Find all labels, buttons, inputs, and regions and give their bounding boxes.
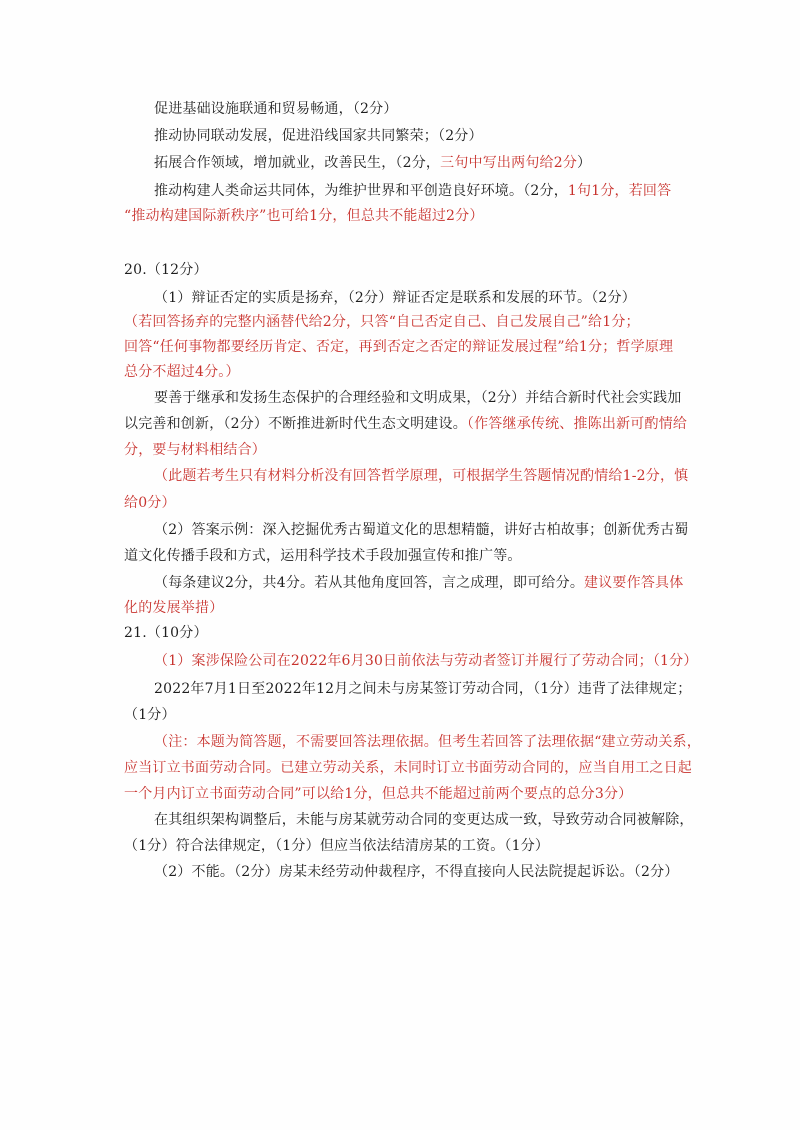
q20-note2-line2: 给0分）: [124, 495, 176, 511]
q20-part2-line1: （2）答案示例：深入挖掘优秀古蜀道文化的思想精髓，讲好古柏故事；创新优秀古蜀: [154, 522, 689, 538]
q21-note-line2: 应当订立书面劳动合同。已建立劳动关系，未同时订立书面劳动合同的，应当自用工之日起: [124, 760, 692, 776]
q21-note-line1: （注：本题为简答题，不需要回答法理依据。但考生若回答了法理依据“建立劳动关系，: [154, 734, 701, 750]
q19-point-3: 拓展合作领域，增加就业，改善民生，（2分，三句中写出两句给2分）: [154, 155, 592, 171]
q20-para-line2: 以完善和创新，（2分）不断推进新时代生态文明建设。（作答继承传统、推陈出新可酌情给: [124, 416, 688, 432]
q21-note-line3: 一个月内订立书面劳动合同”可以给1分，但总共不能超过前两个要点的总分3分）: [124, 786, 633, 802]
q20-note1-line2: 回答“任何事物都要经历肯定、否定，再到否定之否定的辩证发展过程”给1分；哲学原理: [124, 339, 674, 355]
q20-para-line3: 分，要与材料相结合）: [124, 442, 266, 458]
q21-part1-line3: （1分）: [124, 707, 176, 723]
q19-point-4-note: “推动构建国际新秩序”也可给1分，但总共不能超过2分）: [124, 208, 484, 224]
q21-para-line1: 在其组织架构调整后，未能与房某就劳动合同的变更达成一致，导致劳动合同被解除，: [154, 812, 694, 828]
q20-note1-line3: 总分不超过4分。）: [124, 364, 240, 380]
q20-part2-line2: 道文化传播手段和方式，运用科学技术手段加强宣传和推广等。: [124, 548, 522, 564]
q21-part2: （2）不能。（2分）房某未经劳动仲裁程序，不得直接向人民法院提起诉讼。（2分）: [154, 864, 679, 880]
q19-point-2: 推动协同联动发展，促进沿线国家共同繁荣；（2分）: [154, 128, 483, 144]
q20-part2-scoring: （每条建议2分，共4分。若从其他角度回答，言之成理，即可给分。建议要作答具体: [154, 575, 684, 591]
q21-para-line2: （1分）符合法律规定，（1分）但应当依法结清房某的工资。（1分）: [124, 838, 550, 854]
q19-point-1: 促进基础设施联通和贸易畅通，（2分）: [154, 101, 398, 117]
q20-part2-scoring-note: 化的发展举措）: [124, 600, 224, 616]
q21-part1-line1: （1）案涉保险公司在2022年6月30日前依法与劳动者签订并履行了劳动合同；（1分）: [154, 653, 698, 669]
q20-part1: （1）辩证否定的实质是扬弃，（2分）辩证否定是联系和发展的环节。（2分）: [154, 290, 636, 306]
q21-header: 21.（10分）: [124, 625, 208, 641]
q20-para-line1: 要善于继承和发扬生态保护的合理经验和文明成果，（2分）并结合新时代社会实践加: [154, 390, 682, 406]
q21-part1-line2: 2022年7月1日至2022年12月之间未与房某签订劳动合同，（1分）违背了法律规定；: [154, 681, 692, 697]
q19-point-4: 推动构建人类命运共同体，为维护世界和平创造良好环境。（2分，1句1分，若回答: [154, 183, 672, 199]
q20-note2-line1: （此题若考生只有材料分析没有回答哲学原理，可根据学生答题情况酌情给1-2分，慎: [154, 468, 689, 484]
q20-note1-line1: （若回答扬弃的完整内涵替代给2分，只答“自己否定自己、自己发展自己”给1分；: [124, 314, 640, 330]
q20-header: 20.（12分）: [124, 262, 208, 278]
